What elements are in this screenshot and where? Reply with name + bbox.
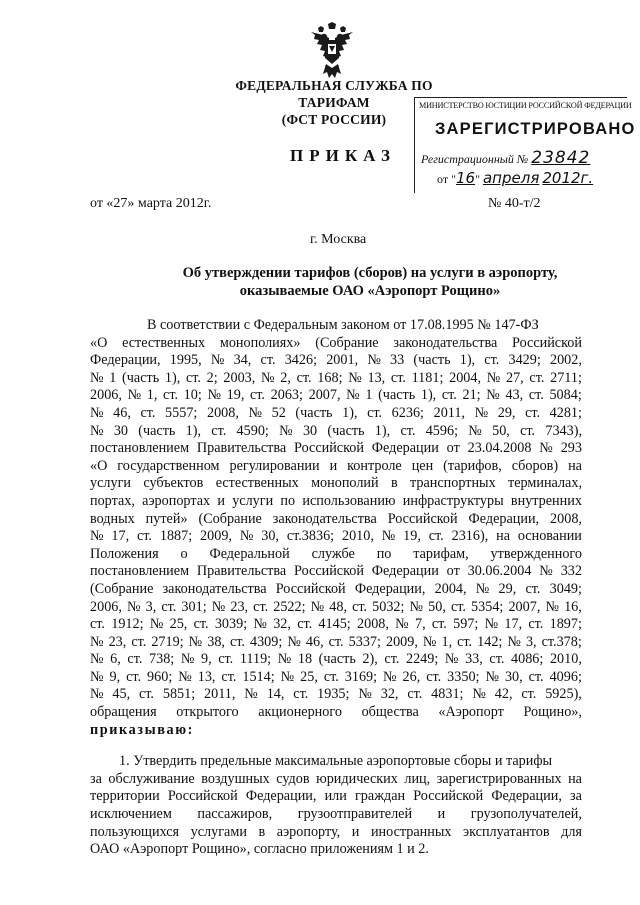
body-line: В соответствии с Федеральным законом от 17.08.1995 № 147-ФЗ bbox=[147, 317, 539, 333]
body-line: водных путей» (Собрание законодательства Российской Федерации, 2008, bbox=[90, 510, 582, 527]
body-line: исключением пассажиров, грузоотправителей и грузополучателей, bbox=[90, 806, 582, 823]
registration-stamp bbox=[414, 97, 636, 193]
stamp-date-day: 16 bbox=[455, 169, 476, 187]
stamp-date: от "16" апреля 2012г. bbox=[437, 169, 594, 187]
body-line: № 9, ст. 960; № 13, ст. 1514; № 25, ст. 3169; № 26, ст. 3350; № 30, ст. 4096; bbox=[90, 668, 582, 685]
body-line: территории Российской Федерации, или граждан Российской Федерации, за bbox=[90, 788, 582, 805]
body-line: постановлением Правительства Российской Федерации от 30.06.2004 № 332 bbox=[90, 563, 582, 580]
heading-line1: Об утверждении тарифов (сборов) на услуги в аэропорту, bbox=[182, 265, 558, 281]
body-line: постановлением Правительства Российской Федерации от 23.04.2008 № 293 bbox=[90, 440, 582, 457]
order-heading bbox=[160, 264, 580, 300]
decree-word: приказываю: bbox=[90, 721, 194, 738]
body-line: портах, аэропортах и услуги по использованию инфраструктуры внутренних bbox=[90, 492, 582, 509]
body-line: № 6, ст. 738; № 9, ст. 1119; № 18 (часть 2), ст. 2249; № 33, ст. 4086; 2010, bbox=[90, 651, 582, 668]
stamp-date-year: 2012г. bbox=[542, 169, 594, 187]
body-line: «О естественных монополиях» (Собрание законодательства Российской bbox=[90, 334, 582, 351]
body-line: пользующихся услугами в аэропорту, и иностранных эксплуатантов для bbox=[90, 823, 582, 840]
body-line: № 23, ст. 2719; № 38, ст. 4309; № 46, ст. 5337; 2009, № 1, ст. 142; № 3, ст.378; bbox=[90, 633, 582, 650]
body-line: Федерации, 1995, № 34, ст. 3426; 2001, № 33 (часть 1), ст. 3429; 2002, bbox=[90, 352, 582, 369]
order-number: № 40-т/2 bbox=[488, 196, 541, 211]
body-line: услуги субъектов естественных монополий в транспортных терминалах, bbox=[90, 475, 582, 492]
stamp-reg-number: 23842 bbox=[531, 148, 591, 168]
stamp-ministry: МИНИСТЕРСТВО ЮСТИЦИИ РОССИЙСКОЙ ФЕДЕРАЦИИ bbox=[419, 101, 632, 110]
body-line: 2006, № 3, ст. 301; № 23, ст. 2522; № 48, ст. 5032; № 50, ст. 5354; 2007, № 16, bbox=[90, 598, 582, 615]
stamp-title: ЗАРЕГИСТРИРОВАНО bbox=[435, 120, 636, 138]
body-line: № 45, ст. 5851; 2011, № 14, ст. 1935; № 32, ст. 4831; № 42, ст. 5925), bbox=[90, 686, 582, 703]
heading-line2: оказываемые ОАО «Аэропорт Рощино» bbox=[239, 283, 501, 299]
agency-name-line1: ФЕДЕРАЛЬНАЯ СЛУЖБА ПО ТАРИФАМ bbox=[235, 78, 433, 110]
order-city: г. Москва bbox=[310, 232, 367, 247]
body-line: ОАО «Аэропорт Рощино», согласно приложениям 1 и 2. bbox=[90, 841, 429, 858]
order-body bbox=[90, 317, 582, 859]
body-line: (Собрание законодательства Российской Федерации, 2004, № 29, ст. 3049; bbox=[90, 580, 582, 597]
body-line: 1. Утвердить предельные максимальные аэропортовые сборы и тарифы bbox=[119, 753, 553, 770]
body-line: за обслуживание воздушных судов юридических лиц, зарегистрированных на bbox=[90, 770, 582, 787]
body-line: № 46, ст. 5557; 2008, № 52 (часть 1), ст. 6236; 2011, № 29, ст. 4281; bbox=[90, 404, 582, 421]
stamp-registration bbox=[421, 148, 590, 168]
body-line: обращения открытого акционерного общества «Аэропорт Рощино», bbox=[90, 704, 582, 721]
order-date: от «27» марта 2012г. bbox=[90, 196, 212, 211]
body-line: «О государственном регулировании и контроле цен (тарифов, сборов) на bbox=[90, 457, 582, 474]
body-line: № 17, ст. 1887; 2009, № 30, ст.3836; 2010, № 19, ст. 2316), на основании bbox=[90, 528, 582, 545]
order-title: ПРИКАЗ bbox=[290, 146, 396, 165]
stamp-date-prefix: от " bbox=[437, 172, 456, 186]
body-line: № 1 (часть 1), ст. 2; 2003, № 2, ст. 168; № 13, ст. 1181; 2004, № 27, ст. 2711; bbox=[90, 369, 582, 386]
body-line: ст. 1912; № 25, ст. 3039; № 32, ст. 4145; 2008, № 7, ст. 597; № 17, ст. 1897; bbox=[90, 616, 582, 633]
stamp-reg-label: Регистрационный № bbox=[421, 152, 529, 166]
agency-name-line2: (ФСТ РОССИИ) bbox=[281, 112, 387, 127]
body-line: 2006, № 1, ст. 10; № 19, ст. 2063; 2007, № 1 (часть 1), ст. 21; № 43, ст. 5084; bbox=[90, 387, 582, 404]
body-line: № 30 (часть 1), ст. 4590; № 30 (часть 1), ст. 4596; № 50, ст. 7343), bbox=[90, 422, 582, 439]
coat-of-arms-icon bbox=[309, 22, 355, 80]
body-line: Положения о Федеральной службе по тарифам, утвержденного bbox=[90, 545, 582, 562]
stamp-date-month: апреля bbox=[482, 169, 540, 187]
